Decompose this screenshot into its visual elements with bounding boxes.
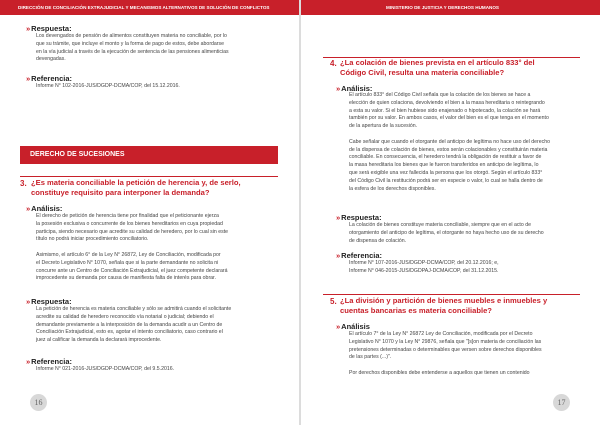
- text-line: concurre ante un Centro de Conciliación Extrajudicial, el juez competente declarará: [36, 267, 228, 274]
- text-line: devengadas.: [36, 56, 66, 63]
- text-line: Informe N° 021-2016-JUS/DGDP-DCMA/COP, del 9.5.2016.: [36, 366, 175, 372]
- text-line: Informe N° 102-2016-JUS/DGDP-DCMA/COP, del 15.12.2016.: [36, 83, 180, 89]
- text-line: de la dispensa de colación de bienes, estos serán colacionables y constituirán materia: [349, 146, 548, 153]
- question-title: [31, 178, 281, 198]
- chevron-right-icon: »: [336, 322, 340, 331]
- text-line: Cabe señalar que cuando el otorgante del anticipo de legítima no hace uso del derecho: [349, 138, 551, 145]
- text-line: Código Civil, resulta una materia conciliable?: [340, 68, 505, 77]
- question-number: 4.: [330, 59, 337, 68]
- text-line: la posesión exclusiva o concurrente de los bienes hereditarios en cuya propiedad: [36, 220, 223, 227]
- text-line: Informe N° 107-2016-JUS/DGDP-DCMA/COP, del 20.12.2016; e,: [349, 260, 499, 266]
- text-line: constituye requisito para interponer la demanda?: [31, 188, 210, 197]
- text-line: título no podrá iniciar procedimiento conciliatorio.: [36, 236, 149, 243]
- referencia-heading: » Referencia:: [26, 74, 73, 83]
- chevron-right-icon: »: [336, 213, 340, 222]
- text-line: Por derechos disponibles debe entenderse a aquellos que tienen un contenido: [349, 369, 530, 376]
- text-line: El artículo 7° de la Ley N° 26872 Ley de Conciliación, modificada por el Decreto: [349, 331, 533, 337]
- chevron-right-icon: »: [336, 84, 340, 93]
- analisis-text: [349, 92, 589, 193]
- chevron-right-icon: »: [26, 24, 30, 33]
- text-line: que será exigible una vez fallecida la persona que los otorgó. Según el artículo 833°: [349, 169, 543, 176]
- chevron-right-icon: »: [26, 204, 30, 213]
- text-line: de la apertura de la sucesión.: [349, 123, 418, 130]
- analisis-heading: » Análisis:: [26, 204, 63, 213]
- analisis-heading: » Análisis:: [336, 84, 373, 93]
- referencia-heading: » Referencia:: [336, 251, 383, 260]
- question-number: 5.: [330, 297, 337, 306]
- respuesta-text: [36, 33, 282, 64]
- right-page: [300, 0, 600, 425]
- text-line: ¿La colación de bienes prevista en el artículo 833° del: [340, 58, 535, 67]
- referencia-text: [36, 366, 282, 374]
- text-line: la esfera de los derechos disponibles.: [349, 185, 436, 192]
- respuesta-heading: » Respuesta:: [26, 297, 72, 306]
- text-line: otorgamiento del anticipo de legítima, el otorgante no haya hecho uso de su derecho: [349, 229, 544, 236]
- text-line: conciliable. En consecuencia, el heredero tendrá la obligación de restituir a favor de: [349, 154, 542, 161]
- chevron-right-icon: »: [26, 297, 30, 306]
- referencia-text: [349, 260, 589, 276]
- text-line: Legislativo N° 1070 y la Ley N° 29876, señala que "[s]on materia de conciliación las: [349, 338, 542, 345]
- question-title: [340, 58, 585, 78]
- question-title: [340, 296, 585, 316]
- left-header: DIRECCIÓN DE CONCILIACIÓN EXTRAJUDICIAL Y MECANISMOS ALTERNATIVOS DE SOLUCIÓN DE CONFLICTOS: [0, 0, 300, 15]
- text-line: que su trámite, que incluye el monto y la forma de pago de estos, debe abordarse: [36, 40, 225, 47]
- text-line: el Decreto Legislativo N° 1070, señala que si la parte demandante no solicita ni: [36, 259, 219, 266]
- respuesta-text: [36, 306, 282, 345]
- text-line: La colación de bienes constituye materia conciliable, siempre que en el acto de: [349, 222, 531, 228]
- question-number: 3.: [20, 179, 27, 188]
- text-line: ¿La división y partición de bienes muebles e inmuebles y: [340, 296, 548, 305]
- text-line: ¿Es materia conciliable la petición de herencia y, de serlo,: [31, 178, 241, 187]
- respuesta-heading: » Respuesta:: [336, 213, 382, 222]
- referencia-heading: » Referencia:: [26, 357, 73, 366]
- page-number: 16: [30, 394, 47, 411]
- text-line: pretensiones determinadas o determinables que versen sobre derechos disponibles: [349, 346, 542, 353]
- text-line: Conciliación Extrajudicial, esto es, agotar el intento conciliatorio, caso contrario el: [36, 329, 223, 336]
- text-line: acredite su calidad de heredero reconocido vía notarial o judicial; debiendo el: [36, 313, 214, 320]
- chevron-right-icon: »: [26, 74, 30, 83]
- text-line: cuentas bancarias es materia conciliable?: [340, 306, 492, 315]
- chevron-right-icon: »: [26, 357, 30, 366]
- text-line: la masa hereditaria los bienes que le fueron transferidos en anticipo de legítima, lo: [349, 162, 539, 169]
- text-line: [36, 244, 282, 252]
- page-number: 17: [553, 394, 570, 411]
- book-spine: [299, 0, 301, 425]
- text-line: El artículo 833° del Código Civil señala que la colación de los bienes se hace a: [349, 92, 531, 98]
- text-line: Los devengados de pensión de alimentos constituyen materia no conciliable, por lo: [36, 33, 227, 39]
- text-line: El derecho de petición de herencia tiene por finalidad que el peticionante ejerza: [36, 213, 219, 219]
- section-banner: DERECHO DE SUCESIONES: [20, 146, 278, 164]
- text-line: [349, 131, 589, 139]
- text-line: también por su valor. En ambos casos, el valor del bien es el que tenga en el momento: [349, 115, 549, 122]
- question-divider: [323, 294, 580, 295]
- text-line: juez al calificar la demanda la declarará improcedente.: [36, 337, 162, 344]
- referencia-text: [36, 83, 282, 91]
- analisis-text: [349, 331, 589, 378]
- chevron-right-icon: »: [336, 251, 340, 260]
- analisis-text: [36, 213, 282, 283]
- text-line: [349, 362, 589, 370]
- text-line: en la vía judicial a través de la ejecución de sentencia de las pensiones alimenticias: [36, 48, 229, 55]
- text-line: demandante previamente a la interposición de la demanda acudir a un Centro de: [36, 321, 223, 328]
- respuesta-text: [349, 222, 589, 245]
- text-line: a esta su valor. Si el bien hubiese sido enajenado o hipotecado, la colación se hará: [349, 107, 541, 114]
- analisis-heading: » Análisis: [336, 322, 370, 331]
- text-line: participa, siendo necesario que acredite su calidad de heredero, por lo cual sin este: [36, 228, 229, 235]
- text-line: de las partes (...)".: [349, 354, 392, 361]
- text-line: improcedente su demanda por causa de manifiesta falta de interés para obrar.: [36, 275, 216, 282]
- text-line: del Código Civil la restitución podrá ser en especie o valor, lo cual se halla dentro de: [349, 177, 543, 184]
- text-line: de dispensa de colación.: [349, 237, 407, 244]
- respuesta-heading: » Respuesta:: [26, 24, 72, 33]
- text-line: La petición de herencia es materia conciliable y sólo se admitirá cuando el solicitante: [36, 306, 232, 312]
- right-header: MINISTERIO DE JUSTICIA Y DERECHOS HUMANOS: [300, 0, 600, 15]
- question-divider: [20, 176, 278, 177]
- text-line: Informe N° 046-2015-JUS/DGDPAJ-DCMA/COP, del 31.12.2015.: [349, 267, 499, 274]
- text-line: elección de quien colaciona, devolviendo el bien a la masa hereditaria o reintegrando: [349, 99, 545, 106]
- text-line: Asimismo, el artículo 6° de la Ley N° 26872, Ley de Conciliación, modificada por: [36, 251, 221, 258]
